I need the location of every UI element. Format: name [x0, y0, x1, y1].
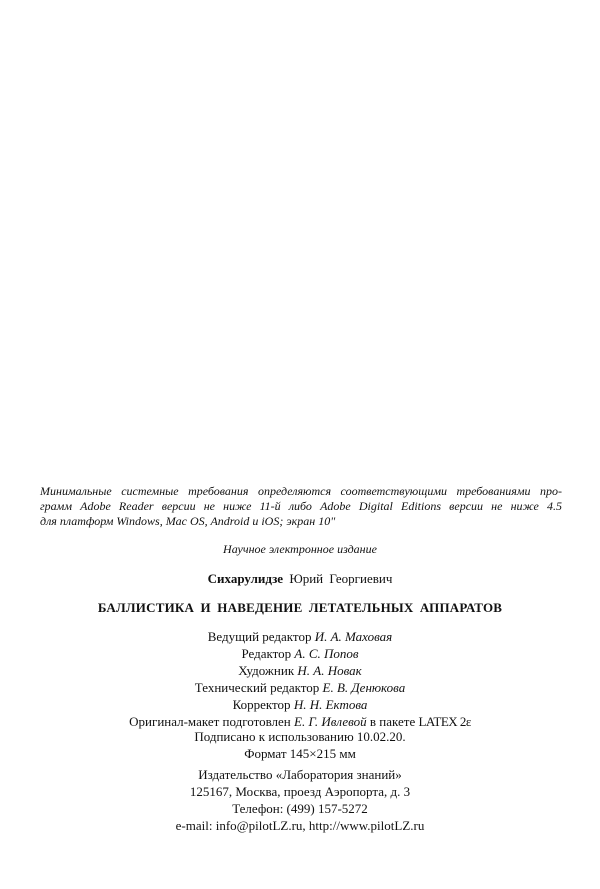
publication-info [0, 728, 600, 762]
credit-row [0, 662, 600, 679]
signed-date: Подписано к использованию 10.02.20. [194, 729, 406, 744]
system-requirements-line: грамм Adobe Reader версии не ниже 11-й либо Adobe Digital Editions версии не ниже 4.5 [40, 499, 562, 513]
credits-block [0, 628, 600, 730]
book-title: БАЛЛИСТИКА И НАВЕДЕНИЕ ЛЕТАТЕЛЬНЫХ АППАРАТОВ [97, 600, 503, 615]
publisher-address: 125167, Москва, проезд Аэропорта, д. 3 [189, 784, 411, 799]
publisher-name: Издательство «Лаборатория знаний» [198, 767, 402, 782]
latex-package-logo: LATEX 2ε [418, 714, 471, 729]
author-line [0, 571, 600, 587]
credit-name: Н. Н. Ектова [293, 697, 368, 712]
credit-row [0, 628, 600, 645]
credit-row [0, 679, 600, 696]
system-requirements-note [40, 484, 562, 529]
credit-name: И. А. Маховая [314, 629, 393, 644]
credit-name: А. С. Попов [294, 646, 359, 661]
author-given-names: Юрий Георгиевич [289, 571, 393, 586]
credit-role: Редактор [241, 646, 292, 661]
layout-credit-prefix: Оригинал-макет подготовлен [129, 714, 291, 729]
system-requirements-line: для платформ Windows, Mac OS, Android и iOS; экран 10" [40, 514, 336, 528]
author-surname: Сихарулидзе [207, 571, 284, 586]
credit-name: Н. А. Новак [297, 663, 362, 678]
publisher-block [0, 766, 600, 834]
book-format: Формат 145×215 мм [244, 746, 356, 761]
credit-role: Технический редактор [194, 680, 320, 695]
layout-credit-name: Е. Г. Ивлевой [294, 714, 367, 729]
system-requirements-line: Минимальные системные требования определяются соответствующими требованиями про- [40, 484, 562, 498]
layout-credit-suffix: в пакете [369, 714, 416, 729]
credit-role: Корректор [232, 697, 291, 712]
credit-row [0, 696, 600, 713]
publisher-contacts: e-mail: info@pilotLZ.ru, http://www.pilotLZ.ru [175, 818, 425, 833]
credit-role: Художник [238, 663, 295, 678]
credit-name: Е. В. Денюкова [322, 680, 406, 695]
credit-row [0, 645, 600, 662]
credit-role: Ведущий редактор [207, 629, 312, 644]
publisher-phone: Телефон: (499) 157-5272 [232, 801, 368, 816]
edition-type: Научное электронное издание [223, 542, 377, 556]
